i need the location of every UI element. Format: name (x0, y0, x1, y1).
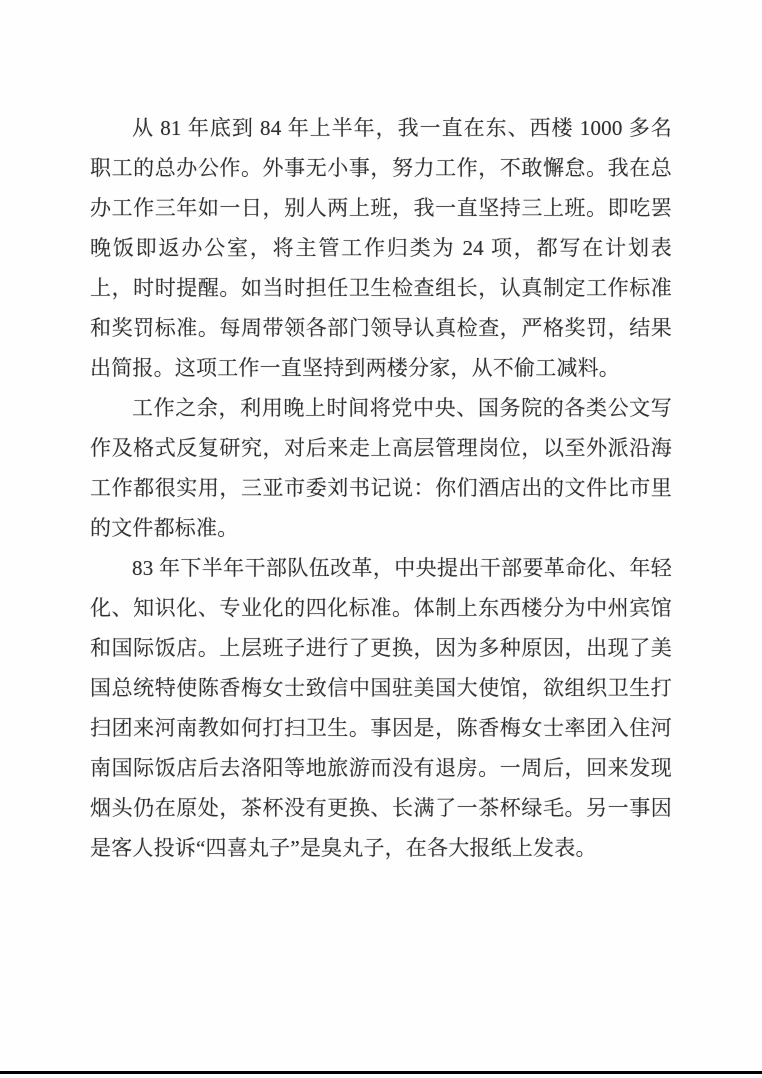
paragraph-office-work: 从 81 年底到 84 年上半年，我一直在东、西楼 1000 多名职工的总办公作。外事无小事，努力工作，不敢懈怠。我在总办工作三年如一日，别人两上班，我一直坚持三上班。即吃罢晚饭即返办公室，将主管工作归类为 24 项，都写在计划表上，时时提醒。如当时担任卫生检查组长，认真制定工作标准和奖罚标准。每周带领各部门领导认真检查，严格奖罚，结果出简报。这项工作一直坚持到两楼分家，从不偷工减料。 (90, 116, 672, 380)
page-bottom-border (0, 1071, 762, 1074)
paragraph-1983-reform: 83 年下半年干部队伍改革，中央提出干部要革命化、年轻化、知识化、专业化的四化标准。体制上东西楼分为中州宾馆和国际饭店。上层班子进行了更换，因为多种原因，出现了美国总统特使陈香梅女士致信中国驻美国大使馆，欲组织卫生打扫团来河南教如何打扫卫生。事因是，陈香梅女士率团入住河南国际饭店后去洛阳等地旅游而没有退房。一周后，回来发现烟头仍在原处，茶杯没有更换、长满了一茶杯绿毛。另一事因是客人投诉“四喜丸子”是臭丸子，在各大报纸上发表。 (90, 556, 672, 860)
paragraph-document-study: 工作之余，利用晚上时间将党中央、国务院的各类公文写作及格式反复研究，对后来走上高层管理岗位，以至外派沿海工作都很实用，三亚市委刘书记说：你们酒店出的文件比市里的文件都标准。 (90, 396, 672, 540)
document-body (90, 108, 672, 868)
